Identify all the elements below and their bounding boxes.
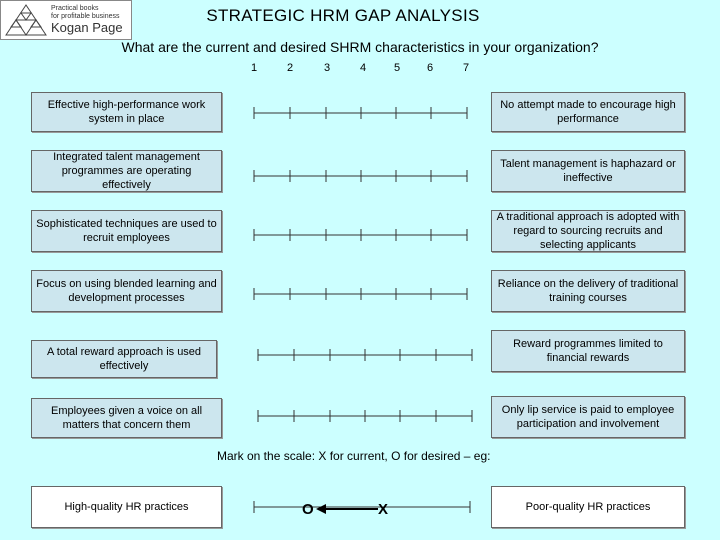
- example-scale: [254, 501, 470, 513]
- rating-scale[interactable]: [254, 170, 467, 182]
- slide-title: STRATEGIC HRM GAP ANALYSIS: [206, 6, 480, 25]
- scale-number: 4: [359, 62, 367, 74]
- right-characteristic-text: Only lip service is paid to employee participation and involvement: [501, 404, 675, 430]
- right-characteristic-text: Reward programmes limited to financial rewards: [513, 338, 663, 364]
- left-characteristic-text: Sophisticated techniques are used to recruit employees: [36, 218, 217, 244]
- logo-tagline-line: Practical books: [51, 5, 99, 12]
- left-characteristic-text: Focus on using blended learning and development processes: [36, 278, 217, 304]
- right-characteristic-text: Reliance on the delivery of traditional training courses: [497, 278, 679, 304]
- scale-number: 7: [462, 62, 470, 74]
- right-characteristic-text: A traditional approach is adopted with regard to sourcing recruits and selecting applicants: [496, 211, 680, 251]
- scale-number: 1: [250, 62, 258, 74]
- example-current-mark: X: [378, 501, 389, 518]
- scale-number: 2: [286, 62, 294, 74]
- example-left-text: High-quality HR practices: [64, 501, 189, 513]
- rating-scale[interactable]: [258, 410, 472, 422]
- rating-scale[interactable]: [258, 349, 472, 361]
- rating-scale[interactable]: [254, 288, 467, 300]
- left-characteristic-text: Employees given a voice on all matters that concern them: [50, 405, 203, 431]
- example-left-box: [31, 486, 222, 528]
- left-characteristic-text: Integrated talent management programmes are operating effectively: [53, 151, 200, 191]
- example-right-text: Poor-quality HR practices: [525, 501, 651, 513]
- scale-number: 5: [393, 62, 401, 74]
- left-characteristic-text: A total reward approach is used effectively: [46, 346, 202, 372]
- scale-number: 3: [323, 62, 331, 74]
- logo-brand: Kogan Page: [51, 20, 123, 35]
- example-desired-mark: O: [302, 501, 314, 518]
- rating-scale[interactable]: [254, 107, 467, 119]
- example-right-box: [491, 486, 685, 528]
- right-characteristic-text: No attempt made to encourage high performance: [500, 99, 676, 125]
- example-arrow-icon: [316, 504, 378, 514]
- right-characteristic-text: Talent management is haphazard or ineffective: [500, 158, 676, 184]
- rating-scale[interactable]: [254, 229, 467, 241]
- logo-tagline-line: for profitable business: [51, 13, 120, 20]
- left-characteristic-text: Effective high-performance work system in place: [47, 99, 206, 125]
- scale-number: 6: [426, 62, 434, 74]
- instruction-text: Mark on the scale: X for current, O for desired – eg:: [217, 449, 491, 463]
- slide-subtitle: What are the current and desired SHRM characteristics in your organization?: [121, 39, 599, 55]
